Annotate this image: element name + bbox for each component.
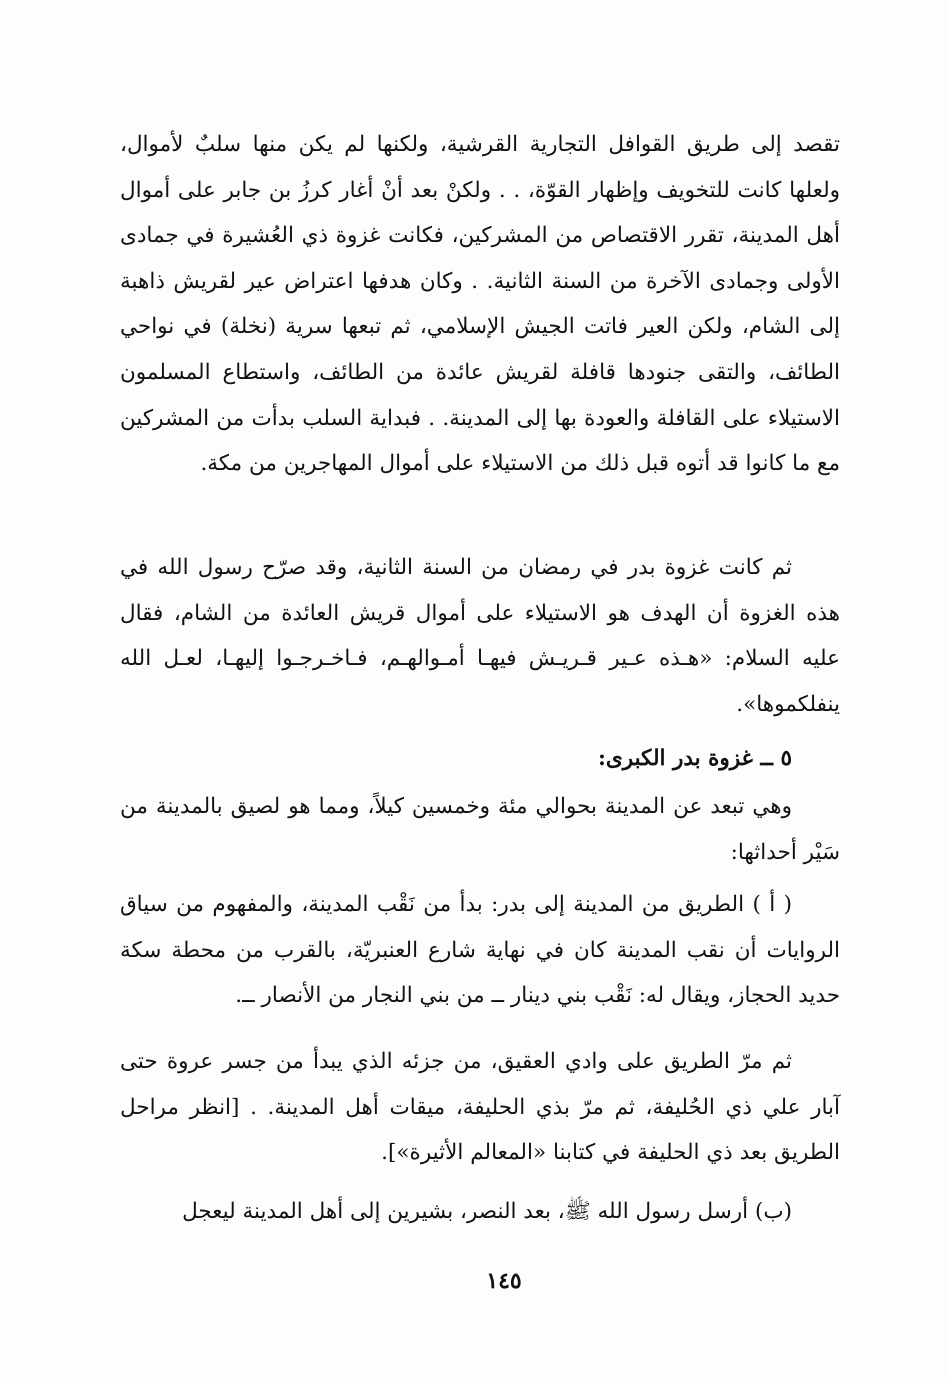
paragraph-badr-distance (120, 784, 840, 875)
paragraph-text: ثم كانت غزوة بدر في رمضان من السنة الثانية، وقد صرّح رسول الله في هذه الغزوة أن الهدف هو الاستيلاء على أموال قريش العائدة من الشام، فقال عليه السلام: «هـذه عـير قـريـش فيهـا أمـوالهـم، فـاخـرجـوا إليهـا، لعـل الله ينفلكموها». (120, 555, 840, 717)
paragraph-badr-ramadan (120, 545, 840, 727)
page-number-text: ١٤٥ (486, 1268, 522, 1294)
paragraph-text: ( أ ) الطريق من المدينة إلى بدر: بدأ من نَقْب المدينة، والمفهوم من سياق الروايات أن نقب المدينة كان في نهاية شارع العنبريّة، بالقرب من محطة سكة حديد الحجاز، ويقال له: نَقْب بني دينار ــ من بني النجار من الأنصار ــ. (120, 892, 840, 1009)
paragraph-ghazwa-early (120, 122, 840, 487)
section-heading-text: ٥ ــ غزوة بدر الكبرى: (597, 746, 792, 771)
page-number (0, 1268, 948, 1294)
paragraph-text: وهي تبعد عن المدينة بحوالي مئة وخمسين كيلاً، ومما هو لصيق بالمدينة من سَيْر أحداثها: (120, 794, 840, 865)
paragraph-wadi-aqiq (120, 1039, 840, 1176)
paragraph-text: (ب) أرسل رسول الله ﷺ، بعد النصر، بشيرين إلى أهل المدينة ليعجل (182, 1199, 792, 1224)
paragraph-route-alif (120, 882, 840, 1019)
paragraph-text: ثم مرّ الطريق على وادي العقيق، من جزئه الذي يبدأ من جسر عروة حتى آبار علي ذي الحُليفة، ثم مرّ بذي الحليفة، ميقات أهل المدينة. . [انظر مراحل الطريق بعد ذي الحليفة في كتابنا «المعالم الأثيرة»]. (120, 1049, 840, 1166)
section-heading-badr-kubra (120, 736, 840, 782)
paragraph-messengers-ba (120, 1189, 840, 1235)
paragraph-text: تقصد إلى طريق القوافل التجارية القرشية، ولكنها لم يكن منها سلبٌ لأموال، ولعلها كانت للتخويف وإظهار القوّة، . . ولكنْ بعد أنْ أغار كرزُ بن جابر على أموال أهل المدينة، تقرر الاقتصاص من المشركين، فكانت غزوة ذي العُشيرة في جمادى الأولى وجمادى الآخرة من السنة الثانية. . وكان هدفها اعتراض عير لقريش ذاهبة إلى الشام، ولكن العير فاتت الجيش الإسلامي، ثم تبعها سرية (نخلة) في نواحي الطائف، والتقى جنودها قافلة لقريش عائدة من الطائف، واستطاع المسلمون الاستيلاء على القافلة والعودة بها إلى المدينة. . فبداية السلب بدأت من المشركين مع ما كانوا قد أتوه قبل ذلك من الاستيلاء على أموال المهاجرين من مكة. (120, 132, 840, 477)
